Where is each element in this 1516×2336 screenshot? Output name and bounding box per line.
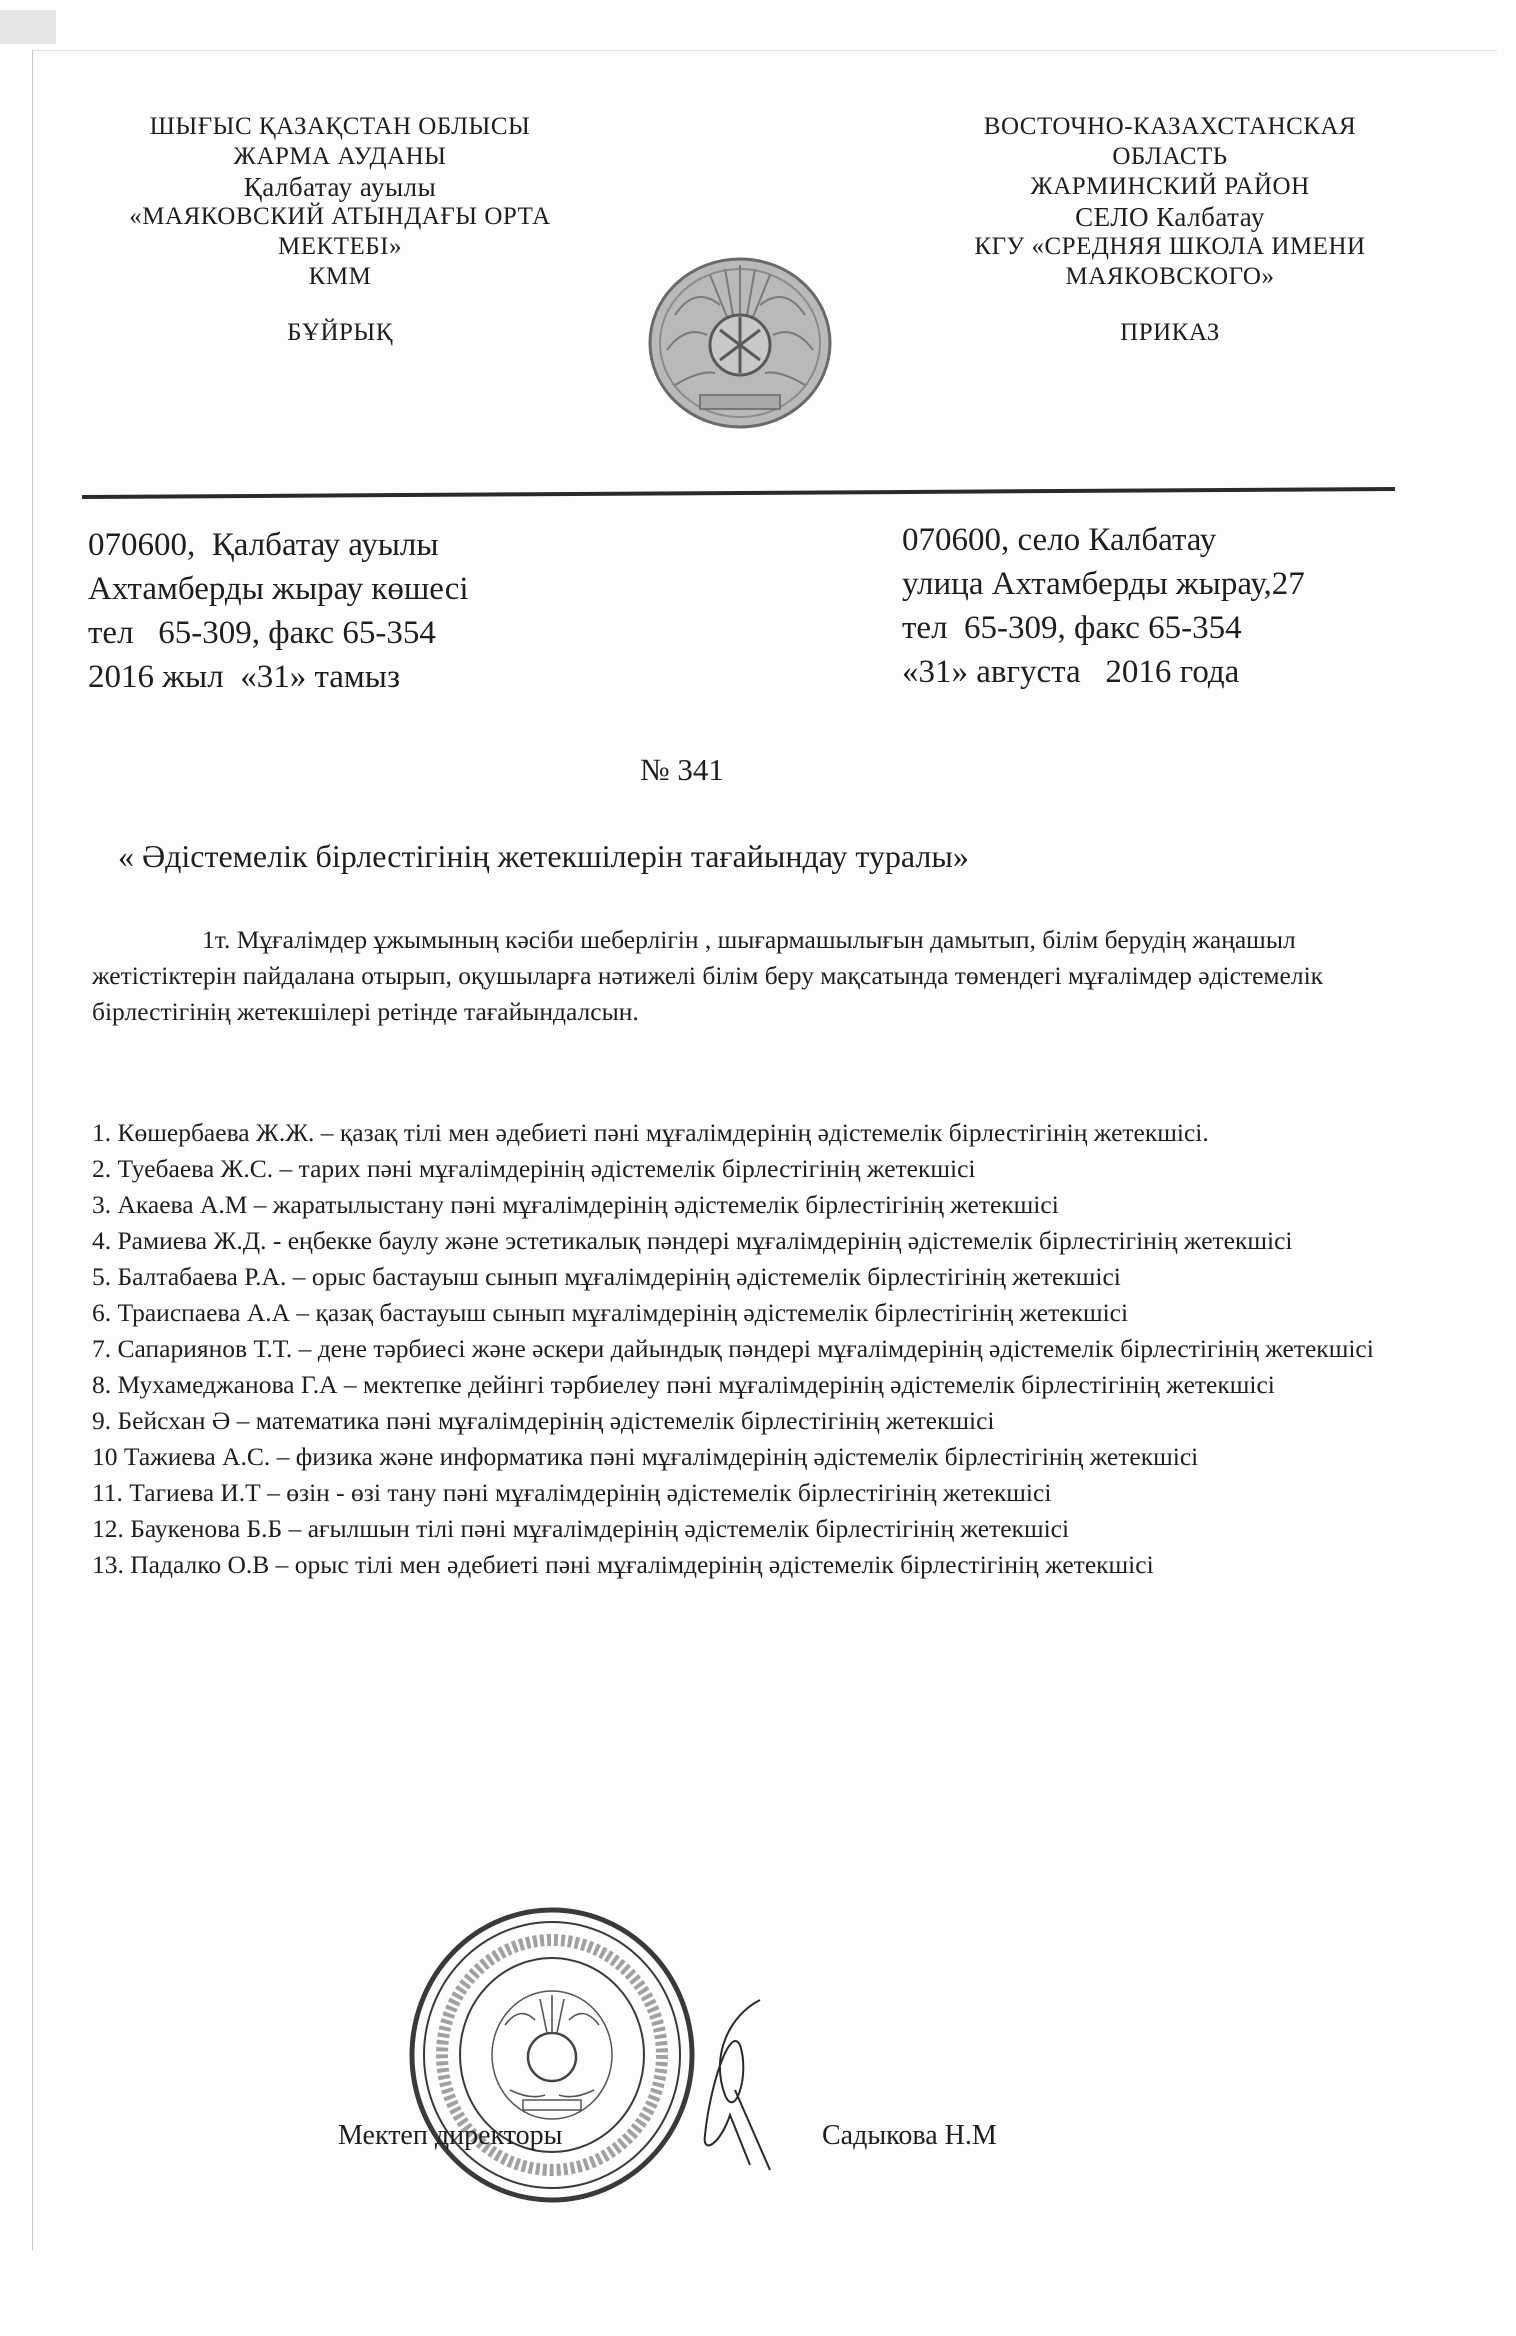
header-line: СЕЛО Калбатау xyxy=(1075,202,1265,232)
list-item: 7. Сапариянов Т.Т. – дене тәрбиесі және әскери дайындық пәндері мұғалімдерінің әдістемелік бірлестігінің жетекшісі xyxy=(92,1334,1374,1363)
address-line: улица Ахтамберды жырау,27 xyxy=(902,566,1305,602)
header-line: МАЯКОВСКОГО» xyxy=(1065,263,1275,290)
header-line: ШЫҒЫС ҚАЗАҚСТАН ОБЛЫСЫ xyxy=(149,113,531,140)
signatory-name: Садыкова Н.М xyxy=(822,2120,997,2151)
list-item: 3. Акаева А.М – жаратылыстану пәні мұғалімдерінің әдістемелік бірлестігінің жетекшісі xyxy=(92,1190,1059,1219)
address-line: 070600, село Калбатау xyxy=(902,522,1217,558)
school-seal-icon xyxy=(405,1905,700,2205)
header-line: ЖАРМА АУДАНЫ xyxy=(233,143,447,170)
scan-artifact xyxy=(0,10,56,44)
list-item: 1. Көшербаева Ж.Ж. – қазақ тілі мен әдебиеті пәні мұғалімдерінің әдістемелік бірлестігінің жетекшісі. xyxy=(92,1118,1209,1147)
date-line: 2016 жыл «31» тамыз xyxy=(88,659,401,695)
signatory-position: Мектеп директоры xyxy=(338,2120,563,2151)
address-line: тел 65-309, факс 65-354 xyxy=(88,615,436,651)
list-item: 2. Туебаева Ж.С. – тарих пәні мұғалімдерінің әдістемелік бірлестігінің жетекшісі xyxy=(92,1154,976,1183)
address-block-kazakh xyxy=(88,523,469,699)
order-intro xyxy=(92,922,1422,1030)
header-divider xyxy=(82,487,1395,499)
list-item: 10 Тажиева А.С. – физика және информатика пәні мұғалімдерінің әдістемелік бірлестігінің жетекшісі xyxy=(92,1442,1199,1471)
header-left-kazakh xyxy=(100,112,580,348)
address-line: 070600, Қалбатау ауылы xyxy=(88,527,439,563)
state-emblem-icon xyxy=(645,255,835,430)
header-line: КММ xyxy=(308,263,372,290)
list-item: 12. Баукенова Б.Б – ағылшын тілі пәні мұғалімдерінің әдістемелік бірлестігінің жетекшісі xyxy=(92,1514,1070,1543)
appointments-list xyxy=(92,1115,1422,1583)
list-item: 6. Траиспаева А.А – қазақ бастауыш сынып мұғалімдерінің әдістемелік бірлестігінің жетекшісі xyxy=(92,1298,1129,1327)
doc-kind-kazakh: БҰЙРЫҚ xyxy=(287,319,393,346)
header-line: ОБЛАСТЬ xyxy=(1112,143,1228,170)
doc-kind-russian: ПРИКАЗ xyxy=(1120,319,1220,346)
header-line: ЖАРМИНСКИЙ РАЙОН xyxy=(1030,173,1310,200)
address-block-russian xyxy=(902,518,1305,694)
order-number: № 341 xyxy=(640,752,724,787)
list-item: 11. Тагиева И.Т – өзін - өзі тану пәні мұғалімдерінің әдістемелік бірлестігінің жетекшісі xyxy=(92,1478,1052,1507)
signature-mark xyxy=(690,1995,780,2180)
list-item: 9. Бейсхан Ә – математика пәні мұғалімдерінің әдістемелік бірлестігінің жетекшісі xyxy=(92,1406,995,1435)
header-line: МЕКТЕБІ» xyxy=(278,233,402,260)
header-line: Қалбатау ауылы xyxy=(243,172,437,202)
order-title: « Әдістемелік бірлестігінің жетекшілерін тағайындау туралы» xyxy=(118,838,969,874)
scan-edge-top xyxy=(32,50,1497,51)
scan-edge-left xyxy=(32,50,33,2250)
header-right-russian xyxy=(930,112,1410,348)
header-line: КГУ «СРЕДНЯЯ ШКОЛА ИМЕНИ xyxy=(974,233,1366,260)
intro-paragraph: 1т. Мұғалімдер ұжымының кәсіби шеберлігін , шығармашылығын дамытып, білім берудің жаңашыл жетістіктерін пайдалана отырып, оқушыларға нәтижелі білім беру мақсатында төмендегі мұғалімдер әдістемелік бірлестігінің жетекшілері ретінде тағайындалсын. xyxy=(92,925,1324,1026)
list-item: 5. Балтабаева Р.А. – орыс бастауыш сынып мұғалімдерінің әдістемелік бірлестігінің жетекшісі xyxy=(92,1262,1121,1291)
date-line: «31» августа 2016 года xyxy=(902,654,1240,690)
address-line: Ахтамберды жырау көшесі xyxy=(88,571,469,607)
list-item: 4. Рамиева Ж.Д. - еңбекке баулу және эстетикалық пәндері мұғалімдерінің әдістемелік бірлестігінің жетекшісі xyxy=(92,1226,1293,1255)
header-line: ВОСТОЧНО-КАЗАХСТАНСКАЯ xyxy=(983,113,1357,140)
header-line: «МАЯКОВСКИЙ АТЫНДАҒЫ ОРТА xyxy=(129,203,551,230)
list-item: 13. Падалко О.В – орыс тілі мен әдебиеті пәні мұғалімдерінің әдістемелік бірлестігінің жетекшісі xyxy=(92,1550,1154,1579)
address-line: тел 65-309, факс 65-354 xyxy=(902,610,1242,646)
list-item: 8. Мухамеджанова Г.А – мектепке дейінгі тәрбиелеу пәні мұғалімдерінің әдістемелік бірлестігінің жетекшісі xyxy=(92,1370,1275,1399)
